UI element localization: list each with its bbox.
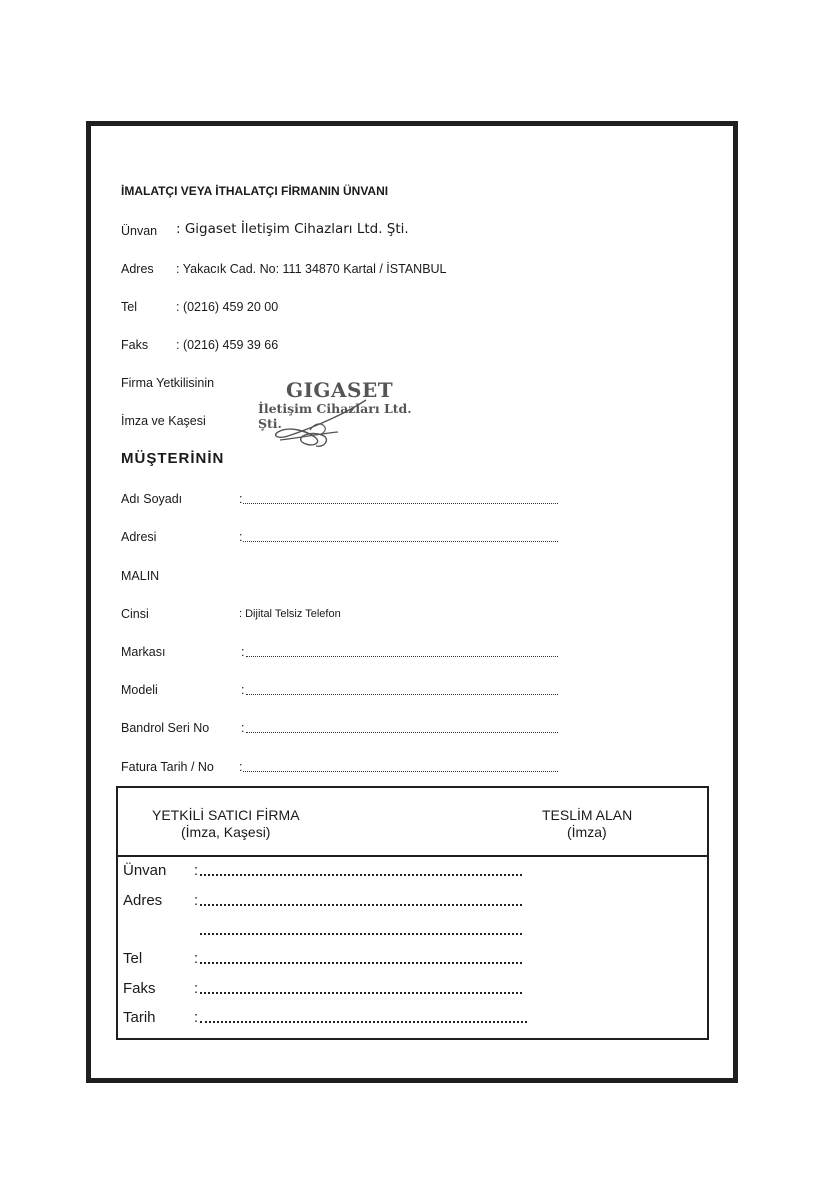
- seller-title: YETKİLİ SATICI FİRMA: [152, 807, 300, 823]
- invoice-field[interactable]: [243, 771, 558, 772]
- official-label-line1: Firma Yetkilisinin: [121, 376, 215, 390]
- goods-serial-colon: :: [241, 721, 245, 735]
- manufacturer-title-value: : Gigaset İletişim Cihazları Ltd. Şti.: [176, 221, 409, 237]
- manufacturer-address-value: : Yakacık Cad. No: 111 34870 Kartal / İSTANBUL: [176, 262, 447, 276]
- customer-name-field[interactable]: [243, 503, 558, 504]
- seller-address-field-2[interactable]: [200, 933, 522, 935]
- manufacturer-phone-label: Tel: [121, 300, 137, 314]
- goods-serial-field[interactable]: [246, 732, 558, 733]
- seller-fax-colon: :: [194, 980, 199, 997]
- seller-address-label: Adres: [123, 892, 163, 909]
- seller-phone-label: Tel: [123, 950, 143, 967]
- goods-model-label: Modeli: [121, 683, 158, 697]
- goods-model-field[interactable]: [246, 694, 558, 695]
- manufacturer-title-label: Ünvan: [121, 224, 158, 238]
- receiver-subtitle: (İmza): [567, 824, 607, 840]
- seller-phone-colon: :: [194, 950, 199, 967]
- manufacturer-fax-value: : (0216) 459 39 66: [176, 338, 279, 352]
- customer-address-label: Adresi: [121, 530, 157, 544]
- manufacturer-heading: İMALATÇI VEYA İTHALATÇI FİRMANIN ÜNVANI: [121, 184, 389, 198]
- seller-date-field[interactable]: [200, 1021, 527, 1023]
- seller-subtitle: (İmza, Kaşesi): [181, 824, 271, 840]
- goods-serial-label: Bandrol Seri No: [121, 721, 210, 735]
- manufacturer-fax-label: Faks: [121, 338, 149, 352]
- invoice-label: Fatura Tarih / No: [121, 760, 214, 774]
- goods-brand-label: Markası: [121, 645, 166, 659]
- seller-box: [116, 786, 709, 1040]
- goods-brand-colon: :: [241, 645, 245, 659]
- goods-type-label: Cinsi: [121, 607, 149, 621]
- goods-label: MALIN: [121, 569, 160, 583]
- official-label-line2: İmza ve Kaşesi: [121, 414, 206, 428]
- seller-phone-field[interactable]: [200, 962, 522, 964]
- seller-title-label: Ünvan: [123, 862, 167, 879]
- signature-icon: [258, 378, 428, 456]
- seller-address-colon: :: [194, 892, 199, 909]
- goods-type-value: : Dijital Telsiz Telefon: [239, 608, 341, 620]
- seller-title-field[interactable]: [200, 874, 522, 876]
- seller-fax-label: Faks: [123, 980, 156, 997]
- invoice-colon: :: [239, 760, 243, 774]
- customer-address-field[interactable]: [243, 541, 558, 542]
- seller-date-label: Tarih: [123, 1009, 156, 1026]
- seller-fax-field[interactable]: [200, 992, 522, 994]
- receiver-title: TESLİM ALAN: [542, 807, 633, 823]
- customer-heading: MÜŞTERİNİN: [121, 450, 225, 467]
- goods-model-colon: :: [241, 683, 245, 697]
- customer-name-colon: :: [239, 492, 243, 506]
- seller-date-colon: :: [194, 1009, 199, 1026]
- seller-address-field[interactable]: [200, 904, 522, 906]
- manufacturer-address-label: Adres: [121, 262, 154, 276]
- customer-name-label: Adı Soyadı: [121, 492, 183, 506]
- customer-address-colon: :: [239, 530, 243, 544]
- manufacturer-phone-value: : (0216) 459 20 00: [176, 300, 279, 314]
- box-divider: [118, 855, 707, 857]
- seller-title-colon: :: [194, 862, 199, 879]
- stamp-name: GIGASET: [286, 378, 394, 402]
- goods-brand-field[interactable]: [246, 656, 558, 657]
- stamp-subtitle: İletişim Cihazları Ltd. Şti.: [258, 401, 412, 431]
- company-stamp: [258, 378, 428, 456]
